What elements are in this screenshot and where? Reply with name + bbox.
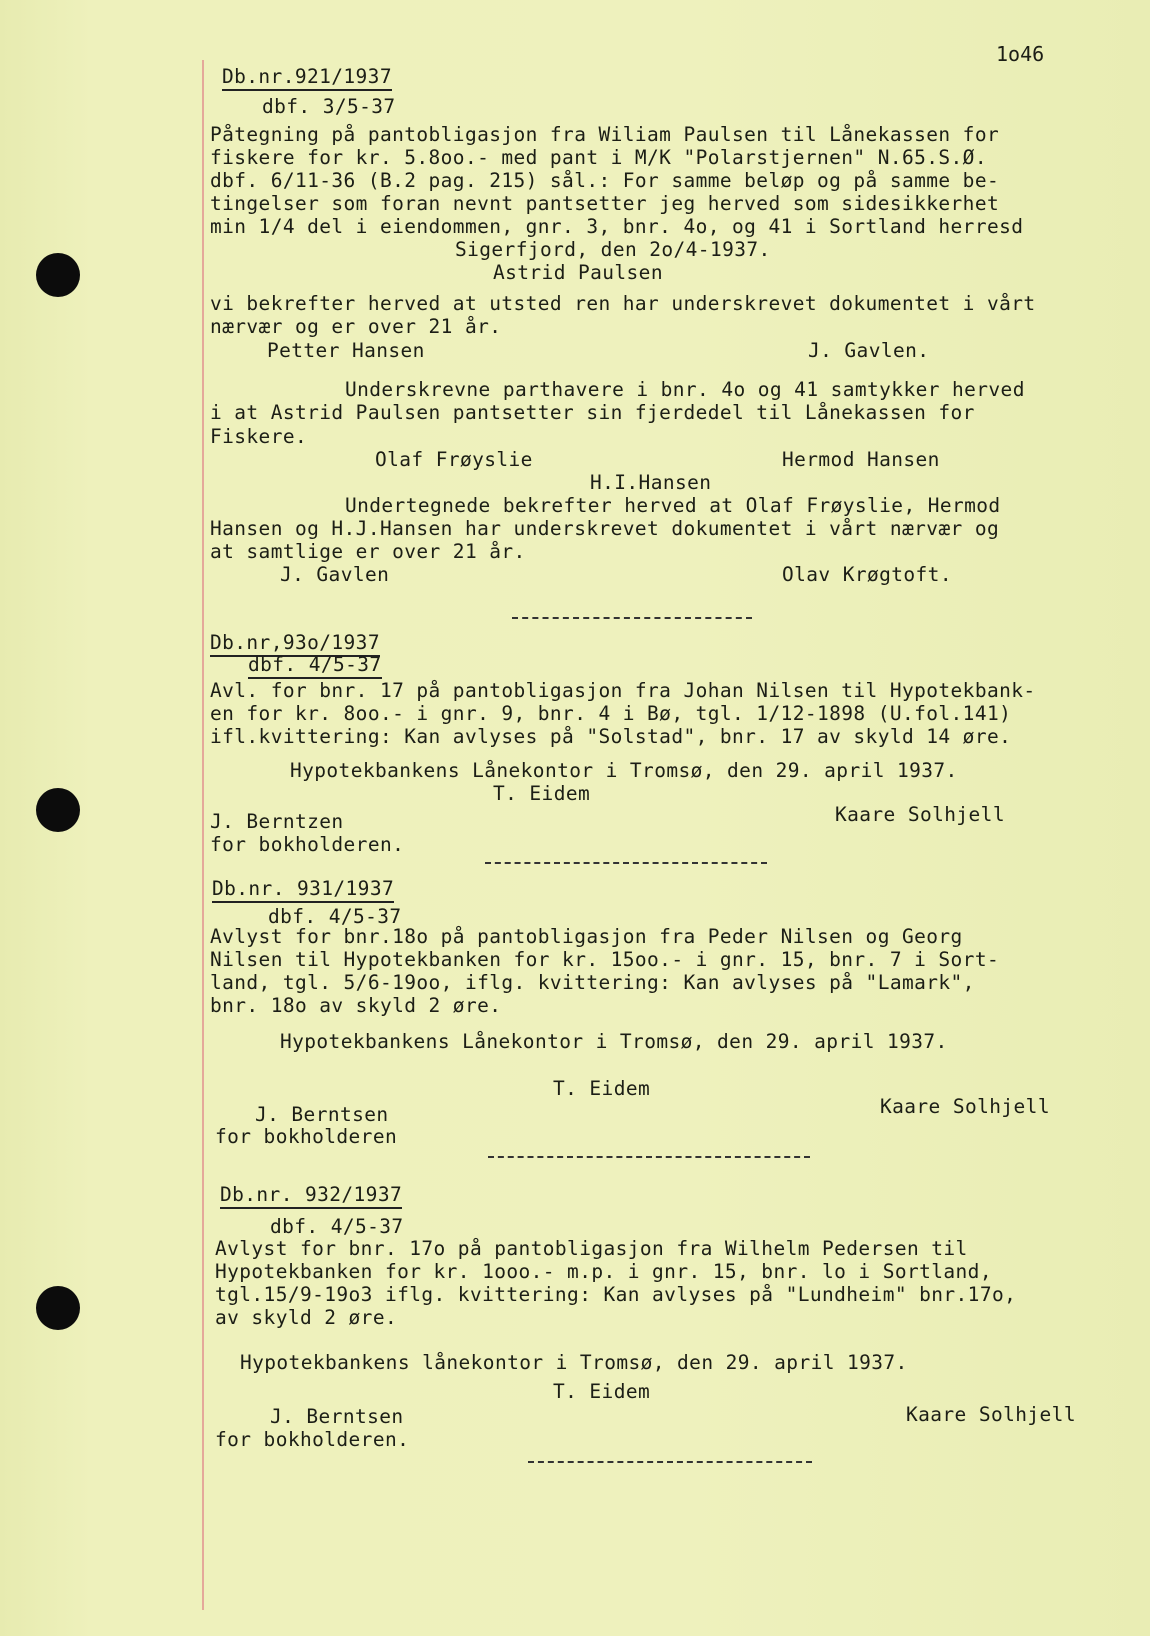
entry-dbf: dbf. 4/5-37 [248, 654, 382, 679]
entry-dbf: dbf. 4/5-37 [270, 1215, 404, 1238]
entry-line: for bokholderen [215, 1125, 398, 1148]
entry-dbf: dbf. 3/5-37 [262, 95, 396, 118]
margin-rule [202, 60, 204, 1610]
binder-hole [36, 788, 80, 832]
entry-line: av skyld 2 øre. [215, 1306, 398, 1329]
entry-line: i at Astrid Paulsen pantsetter sin fjerdedel til Lånekassen for [210, 401, 975, 424]
entry-line: Fiskere. [210, 425, 308, 448]
entry-line: Hypotekbankens Lånekontor i Tromsø, den 29. april 1937. [290, 759, 958, 782]
signature: Olav Krøgtoft. [782, 563, 952, 586]
signature: T. Eidem [553, 1380, 651, 1403]
signature: H.I.Hansen [590, 471, 712, 494]
binder-hole [36, 1286, 80, 1330]
entry-line: Hypotekbanken for kr. 1ooo.- m.p. i gnr. 15, bnr. lo i Sortland, [215, 1260, 992, 1283]
signature: J. Berntsen [270, 1405, 404, 1428]
signature: J. Berntsen [255, 1103, 389, 1126]
entry-line: min 1/4 del i eiendommen, gnr. 3, bnr. 4o, og 41 i Sortland herresd [210, 215, 1024, 238]
signature: Astrid Paulsen [493, 261, 663, 284]
entry-heading: Db.nr,93o/1937 [210, 632, 380, 657]
signature: Kaare Solhjell [835, 803, 1005, 826]
entry-line: tgl.15/9-19o3 iflg. kvittering: Kan avlyses på "Lundheim" bnr.17o, [215, 1283, 1017, 1306]
signature: Petter Hansen [267, 339, 425, 362]
entry-line: Hypotekbankens Lånekontor i Tromsø, den 29. april 1937. [280, 1030, 948, 1053]
entry-line: Sigerfjord, den 2o/4-1937. [455, 238, 771, 261]
entry-line: ifl.kvittering: Kan avlyses på "Solstad", bnr. 17 av skyld 14 øre. [210, 725, 1012, 748]
signature: Kaare Solhjell [906, 1403, 1076, 1426]
entry-line: en for kr. 8oo.- i gnr. 9, bnr. 4 i Bø, tgl. 1/12-1898 (U.fol.141) [210, 702, 1012, 725]
signature: J. Gavlen. [808, 339, 930, 362]
separator [512, 617, 752, 619]
entry-line: Avlyst for bnr.18o på pantobligasjon fra Peder Nilsen og Georg [210, 925, 963, 948]
entry-line: at samtlige er over 21 år. [210, 540, 526, 563]
entry-line: dbf. 6/11-36 (B.2 pag. 215) sål.: For samme beløp og på samme be- [210, 169, 1000, 192]
entry-line: tingelser som foran nevnt pantsetter jeg herved som sidesikkerhet [210, 192, 1000, 215]
signature: J. Gavlen [280, 563, 390, 586]
entry-line: for bokholderen. [215, 1428, 410, 1451]
entry-line: nærvær og er over 21 år. [210, 315, 502, 338]
separator [528, 1461, 812, 1463]
entry-line: Påtegning på pantobligasjon fra Wiliam Paulsen til Lånekassen for [210, 123, 1000, 146]
separator [485, 862, 767, 864]
entry-line: land, tgl. 5/6-19oo, iflg. kvittering: Kan avlyses på "Lamark", [210, 971, 975, 994]
signature: Kaare Solhjell [880, 1095, 1050, 1118]
signature: Olaf Frøyslie [375, 448, 533, 471]
entry-line: Nilsen til Hypotekbanken for kr. 15oo.- i gnr. 15, bnr. 7 i Sort- [210, 948, 1000, 971]
entry-line: Hansen og H.J.Hansen har underskrevet dokumentet i vårt nærvær og [210, 517, 1000, 540]
entry-heading: Db.nr. 931/1937 [212, 878, 394, 903]
entry-line: fiskere for kr. 5.8oo.- med pant i M/K "Polarstjernen" N.65.S.Ø. [210, 146, 987, 169]
entry-line: Hypotekbankens lånekontor i Tromsø, den 29. april 1937. [240, 1351, 908, 1374]
separator [488, 1156, 810, 1158]
signature: T. Eidem [553, 1077, 651, 1100]
signature: Hermod Hansen [782, 448, 940, 471]
entry-line: for bokholderen. [210, 833, 405, 856]
entry-heading: Db.nr. 932/1937 [220, 1184, 402, 1209]
entry-line: Avl. for bnr. 17 på pantobligasjon fra Johan Nilsen til Hypotekbank- [210, 679, 1036, 702]
entry-line: Underskrevne parthavere i bnr. 4o og 41 samtykker herved [345, 378, 1025, 401]
entry-line: vi bekrefter herved at utsted ren har underskrevet dokumentet i vårt [210, 292, 1036, 315]
entry-line: Undertegnede bekrefter herved at Olaf Frøyslie, Hermod [345, 494, 1001, 517]
binder-hole [36, 253, 80, 297]
page-number: 1o46 [996, 42, 1045, 66]
signature: J. Berntzen [210, 810, 344, 833]
entry-line: Avlyst for bnr. 17o på pantobligasjon fra Wilhelm Pedersen til [215, 1237, 968, 1260]
entry-heading: Db.nr.921/1937 [222, 66, 392, 91]
entry-line: bnr. 18o av skyld 2 øre. [210, 994, 502, 1017]
signature: T. Eidem [493, 782, 591, 805]
entry-dbf: dbf. 4/5-37 [268, 905, 402, 928]
